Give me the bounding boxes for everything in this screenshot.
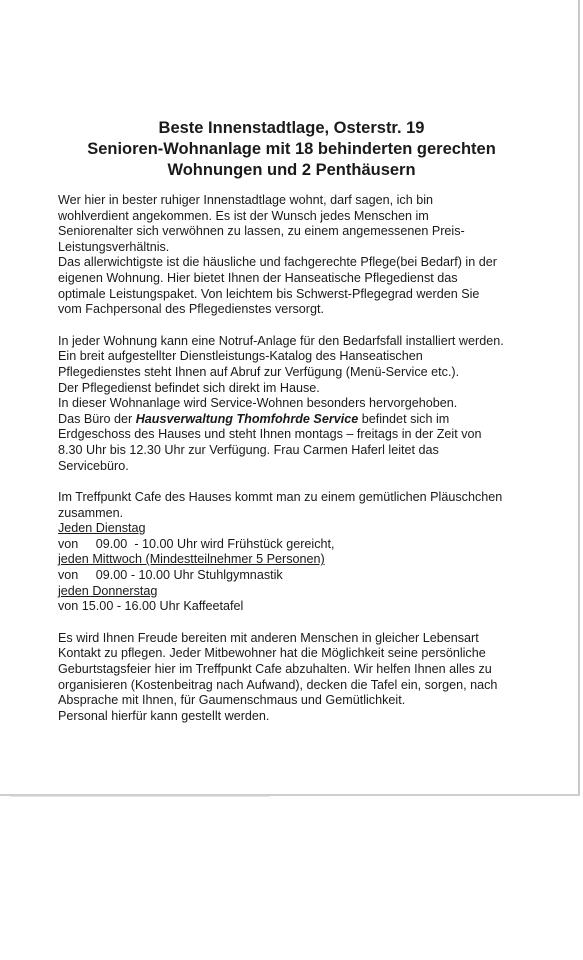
- text-line: Wer hier in bester ruhiger Innenstadtlage wohnt, darf sagen, ich bin: [58, 193, 434, 207]
- text-line: optimale Leistungspaket. Von leichtem bis Schwerst-Pflegegrad werden Sie: [58, 286, 480, 301]
- text-line: Im Treffpunkt Cafe des Hauses kommt man zu einem gemütlichen Pläuschchen: [58, 490, 503, 505]
- title-line-3: Wohnungen und 2 Penthäusern: [167, 161, 416, 179]
- schedule-time: von 15.00 - 16.00 Uhr Kaffeetafel: [58, 599, 244, 614]
- text-line: Absprache mit Ihnen, für Gaumenschmaus und Gemütlichkeit.: [58, 693, 406, 708]
- text-line: eigenen Wohnung. Hier bietet Ihnen der Hanseatische Pflegedienst das: [58, 270, 458, 285]
- text-line: Erdgeschoss des Hauses und steht Ihnen montags – freitags in der Zeit von: [58, 427, 482, 442]
- text-line: In dieser Wohnanlage wird Service-Wohnen besonders hervorgehoben.: [58, 396, 458, 411]
- text-line: Es wird Ihnen Freude bereiten mit anderen Menschen in gleicher Lebensart: [58, 630, 479, 645]
- office-line: [58, 412, 538, 428]
- office-text-after: befindet sich im: [358, 411, 450, 426]
- company-name: Hausverwaltung Thomfohrde Service: [135, 411, 359, 426]
- text-line: Personal hierfür kann gestellt werden.: [58, 708, 270, 723]
- text-line: zusammen.: [58, 505, 124, 520]
- paragraph-introduction: [58, 193, 538, 318]
- text-line: Ein breit aufgestellter Dienstleistungs-Katalog des Hanseatischen: [58, 349, 423, 364]
- document-body: [58, 193, 538, 724]
- text-line: organisieren (Kostenbeitrag nach Aufwand), decken die Tafel ein, sorgen, nach: [58, 677, 498, 692]
- schedule-day: Jeden Dienstag: [58, 521, 146, 536]
- schedule-list: [58, 521, 538, 615]
- text-line: Geburtstagsfeier hier im Treffpunkt Cafe abzuhalten. Wir helfen Ihnen alles zu: [58, 662, 492, 677]
- schedule-time: von 09.00 - 10.00 Uhr wird Frühstück gereicht,: [58, 536, 335, 551]
- paragraph-gap: [58, 615, 538, 631]
- text-line: Das allerwichtigste ist die häusliche und fachgerechte Pflege(bei Bedarf) in der: [58, 255, 497, 270]
- office-text-before: Das Büro der: [58, 411, 136, 426]
- text-line: In jeder Wohnung kann eine Notruf-Anlage für den Bedarfsfall installiert werden.: [58, 333, 504, 348]
- document-title: [20, 118, 563, 181]
- paragraph-gap: [58, 318, 538, 334]
- schedule-time: von 09.00 - 10.00 Uhr Stuhlgymnastik: [58, 568, 283, 583]
- text-line: Pflegedienstes steht Ihnen auf Abruf zur Verfügung (Menü-Service etc.).: [58, 364, 460, 379]
- schedule-day: jeden Mittwoch (Mindestteilnehmer 5 Personen): [58, 552, 325, 567]
- text-line: Seniorenalter sich verwöhnen zu lassen, zu einem angemessenen Preis-: [58, 224, 465, 239]
- paragraph-cafe: [58, 490, 538, 615]
- title-line-2: Senioren-Wohnanlage mit 18 behinderten gerechten: [87, 140, 496, 158]
- schedule-day: jeden Donnerstag: [58, 583, 158, 598]
- text-line: Kontakt zu pflegen. Jeder Mitbewohner hat die Möglichkeit seine persönliche: [58, 646, 486, 661]
- scan-edge-right: [578, 0, 580, 795]
- text-line: 8.30 Uhr bis 12.30 Uhr zur Verfügung. Frau Carmen Haferl leitet das: [58, 442, 439, 457]
- text-line: Servicebüro.: [58, 458, 129, 473]
- paragraph-gap: [58, 474, 538, 490]
- text-line: wohlverdient angekommen. Es ist der Wunsch jedes Menschen im: [58, 208, 429, 223]
- title-line-1: Beste Innenstadtlage, Osterstr. 19: [158, 119, 425, 137]
- paragraph-services: [58, 334, 538, 474]
- text-line: Leistungsverhältnis.: [58, 239, 170, 254]
- text-line: Der Pflegedienst befindet sich direkt im Hause.: [58, 380, 320, 395]
- paragraph-birthday: [58, 631, 538, 725]
- text-line: vom Fachpersonal des Pflegedienstes versorgt.: [58, 302, 325, 317]
- scan-artifact-line: [10, 796, 270, 797]
